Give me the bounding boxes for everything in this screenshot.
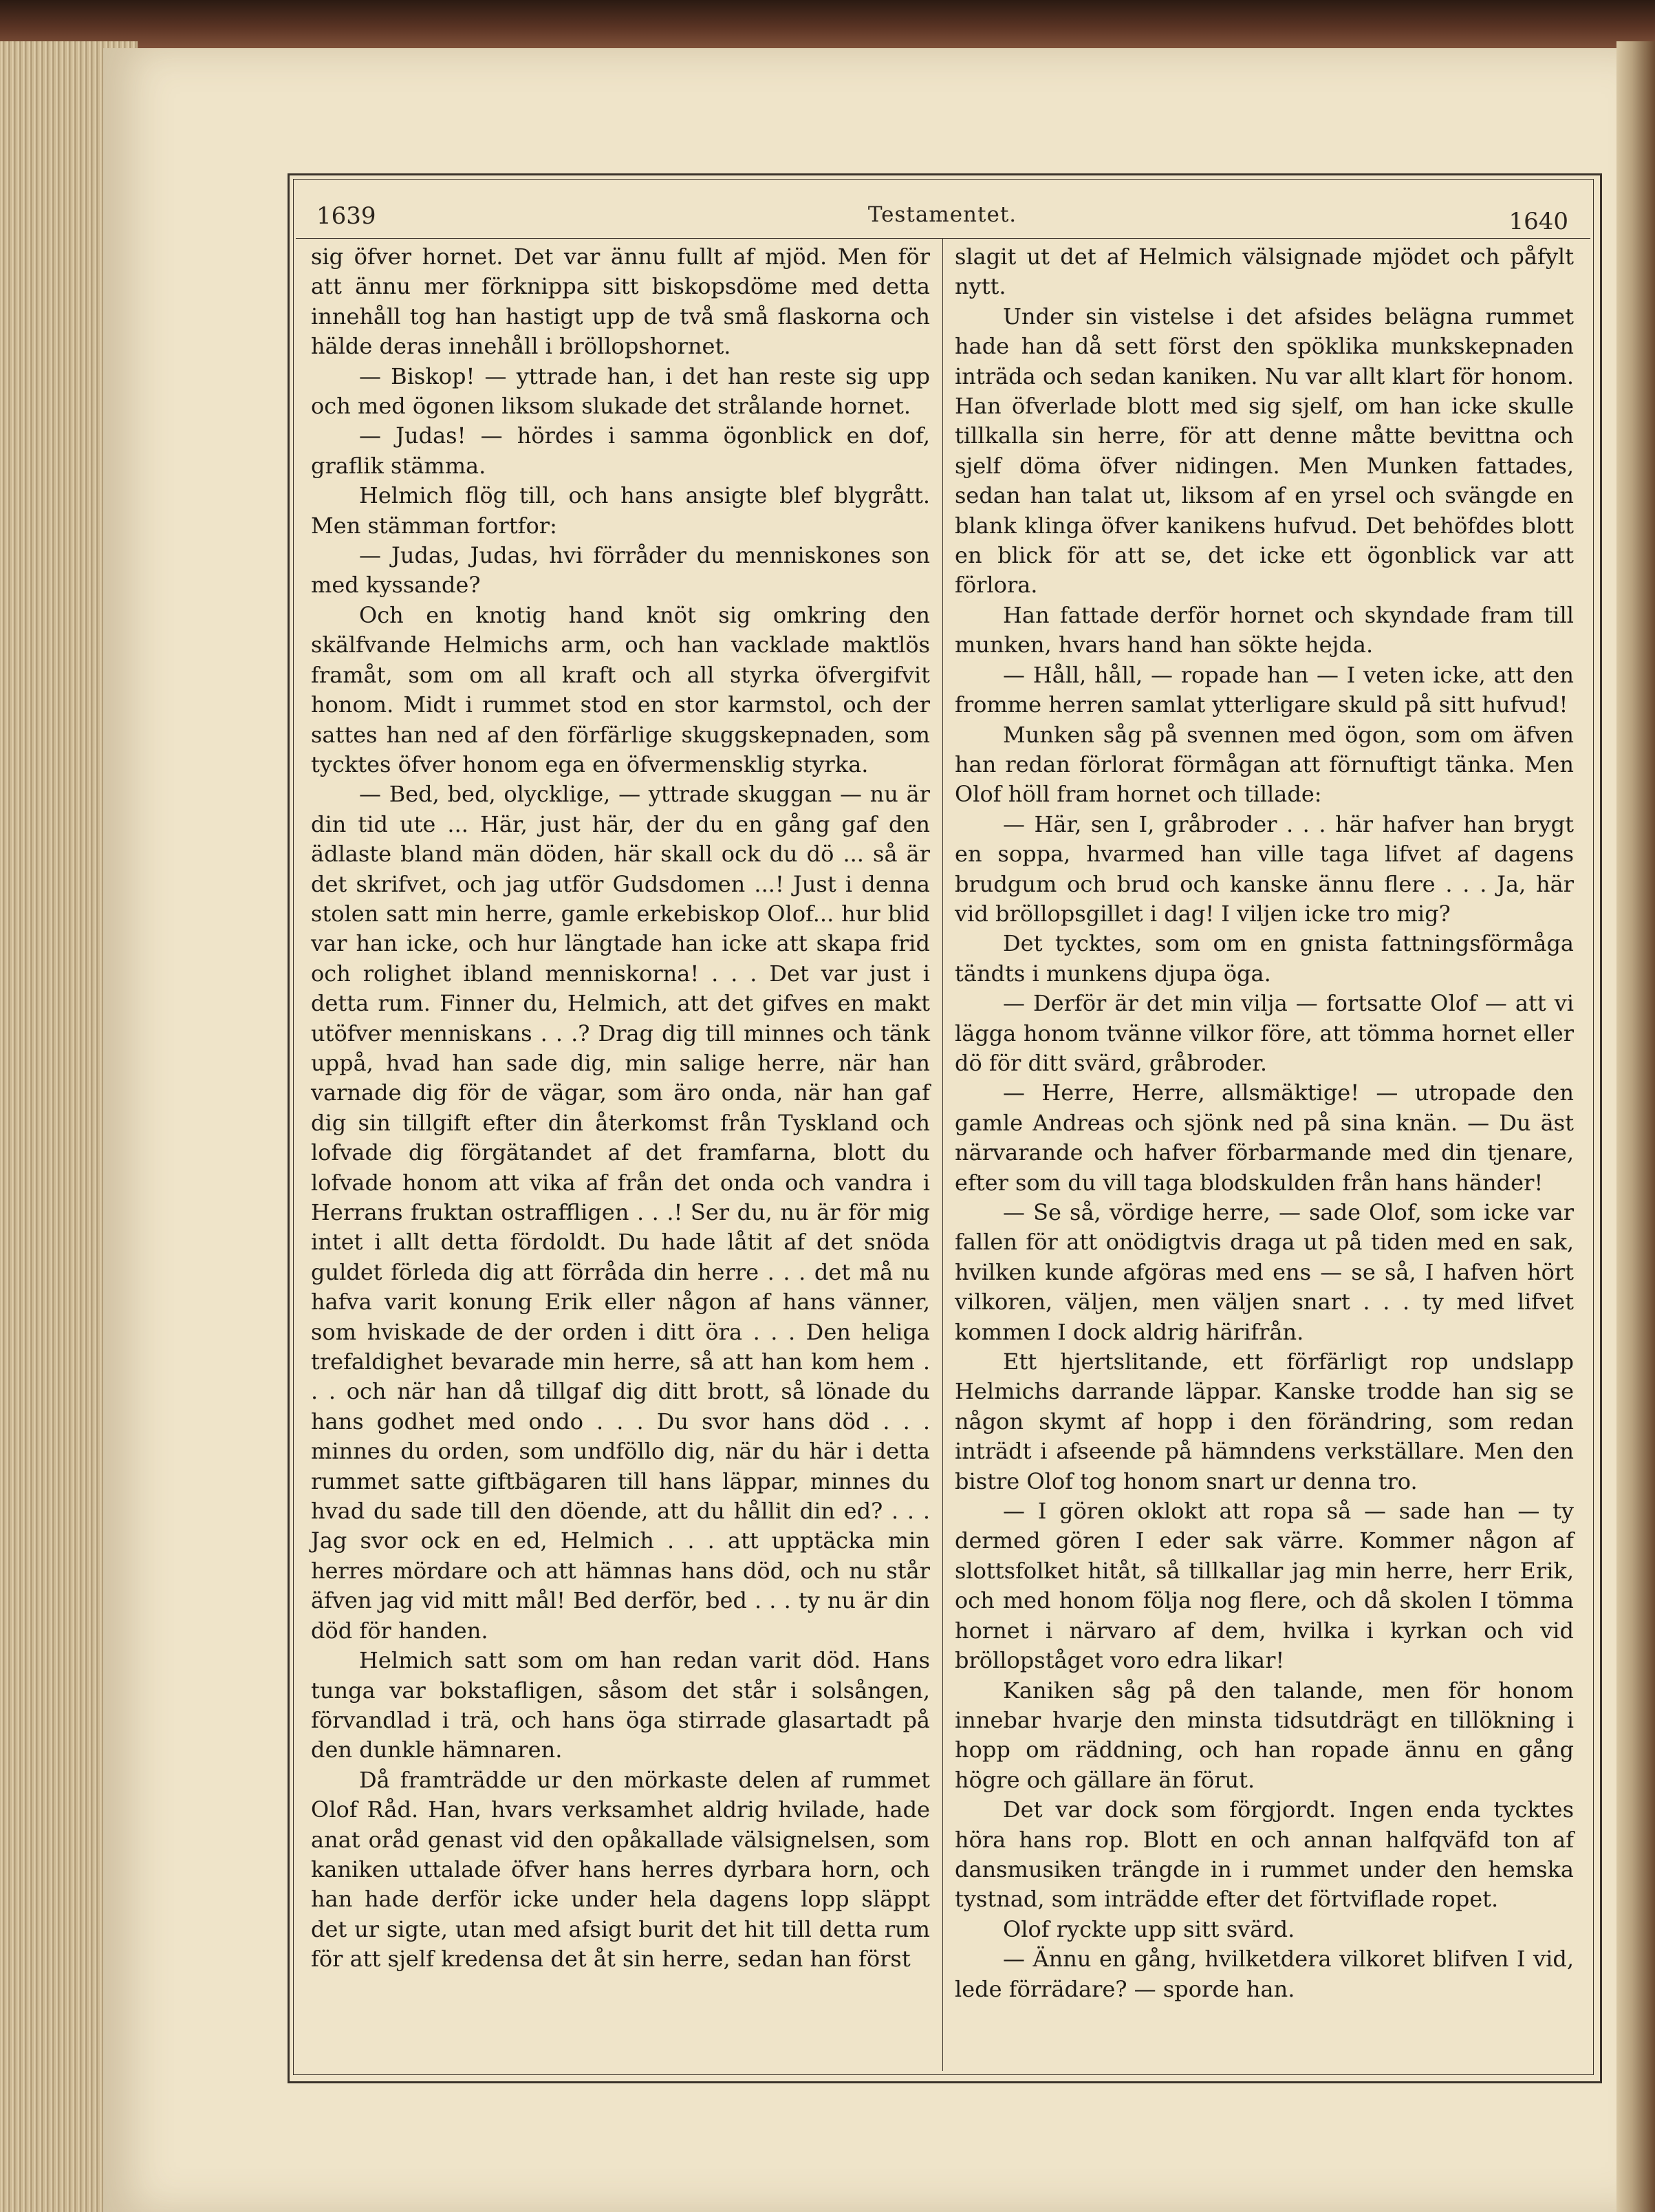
- paragraph: — Judas! — hördes i samma ögonblick en dof, graflik stämma.: [311, 422, 930, 479]
- page-header: [310, 200, 1575, 234]
- paragraph: — I gören oklokt att ropa så — sade han — ty dermed gören I eder sak värre. Kommer någon af slottsfolket hitåt, så tillkallar jag min herre, herr Erik, och med honom följa nog flere, och då skolen I tömma hornet i närvaro af dem, hvilka i kyrkan och vid bröllopståget voro edra likar!: [955, 1498, 1574, 1674]
- left-column: [311, 242, 930, 1975]
- header-rule: [296, 238, 1590, 239]
- page-right-edge: [1616, 41, 1655, 2212]
- right-column: [955, 242, 1574, 2004]
- paragraph: Under sin vistelse i det afsides belägna rummet hade han då sett först den spöklika munkskepnaden inträda och sedan kaniken. Nu var allt klart för honom. Han öfverlade blott med sig sjelf, om han icke skulle tillkalla sin herre, för att denne måtte bevittna och sjelf döma öfver nidingen. Men Munken fattades, sedan han talat ut, liksom af en yrsel och svängde en blank klinga öfver kanikens hufvud. Det behöfdes blott en blick för att se, det icke ett ögonblick var att förlora.: [955, 303, 1574, 599]
- paragraph: Munken såg på svennen med ögon, som om äfven han redan förlorat förmågan att förnuftigt tänka. Men Olof höll fram hornet och tillade:: [955, 721, 1574, 808]
- paragraph: Och en knotig hand knöt sig omkring den skälfvande Helmichs arm, och han vacklade maktlös framåt, som om all kraft och all styrka öfvergifvit honom. Midt i rummet stod en stor karmstol, och der sattes han ned af den förfärlige skuggskepnaden, som tycktes öfver honom ega en öfvermensklig styrka.: [311, 601, 930, 777]
- paragraph: Helmich satt som om han redan varit död. Hans tunga var bokstafligen, såsom det står i solsången, förvandlad i trä, och hans öga stirrade glasartadt på den dunkle hämnaren.: [311, 1647, 930, 1763]
- paragraph: Då framträdde ur den mörkaste delen af rummet Olof Råd. Han, hvars verksamhet aldrig hvilade, hade anat oråd genast vid den opåkallade välsignelsen, som kaniken uttalade öfver hans herres dyrbara horn, och han hade derför icke under hela dagens lopp släppt det ur sigte, utan med afsigt burit det hit till detta rum för att sjelf kredensa det åt sin herre, sedan han först: [311, 1766, 930, 1973]
- paragraph: Det tycktes, som om en gnista fattningsförmåga tändts i munkens djupa öga.: [955, 930, 1574, 987]
- paragraph: — Ännu en gång, hvilketdera vilkoret blifven I vid, lede förrädare? — sporde han.: [955, 1946, 1574, 2002]
- paragraph: Det var dock som förgjordt. Ingen enda tycktes höra hans rop. Blott en och annan halfqväfd ton af dansmusiken trängde in i rummet under den hemska tystnad, som inträdde efter det förtviflade ropet.: [955, 1796, 1574, 1913]
- paragraph: — Derför är det min vilja — fortsatte Olof — att vi lägga honom tvänne vilkor före, att tömma hornet eller dö för ditt svärd, gråbroder.: [955, 990, 1574, 1076]
- paragraph: — Judas, Judas, hvi förråder du menniskones son med kyssande?: [311, 542, 930, 599]
- paragraph: — Se så, vördige herre, — sade Olof, som icke var fallen för att onödigtvis draga ut på tiden med en sak, hvilken kunde afgöras med ens — se så, I hafven hört vilkoren, väljen, men väljen snart . . . ty med lifvet kommen I dock aldrig härifrån.: [955, 1199, 1574, 1345]
- paragraph: — Håll, håll, — ropade han — I veten icke, att den fromme herren samlat ytterligare skuld på sitt hufvud!: [955, 661, 1574, 718]
- paragraph: Olof ryckte upp sitt svärd.: [1003, 1915, 1295, 1942]
- paragraph: sig öfver hornet. Det var ännu fullt af mjöd. Men för att ännu mer förknippa sitt biskopsdöme med detta innehåll tog han hastigt upp de två små flaskorna och hälde deras innehåll i bröllopshornet.: [311, 244, 930, 360]
- paragraph: — Här, sen I, gråbroder . . . här hafver han brygt en soppa, hvarmed han ville taga lifvet af dagens brudgum och brud och kanske ännu flere . . . Ja, här vid bröllopsgillet i dag! I viljen icke tro mig?: [955, 810, 1574, 927]
- page-number-left: 1639: [316, 202, 376, 230]
- page-number-right: 1640: [1508, 208, 1568, 235]
- paragraph: Kaniken såg på den talande, men för honom innebar hvarje den minsta tidsutdrägt en tillökning i hopp om räddning, och han ropade ännu en gång högre och gällare än förut.: [955, 1677, 1574, 1793]
- paragraph: Ett hjertslitande, ett förfärligt rop undslapp Helmichs darrande läppar. Kanske trodde han sig se någon skymt af hopp i den förändring, som redan inträdt i afseende på hämndens verkställare. Men den bistre Olof tog honom snart ur denna tro.: [955, 1349, 1574, 1494]
- paragraph: — Herre, Herre, allsmäktige! — utropade den gamle Andreas och sjönk ned på sina knän. — Du äst närvarande och hafver förbarmande med din tjenare, efter som du vill taga blodskulden från hans händer!: [955, 1080, 1574, 1196]
- paragraph: Han fattade derför hornet och skyndade fram till munken, hvars hand han sökte hejda.: [955, 601, 1574, 658]
- book-spine: [0, 0, 1655, 55]
- paragraph: slagit ut det af Helmich välsignade mjödet och påfylt nytt.: [955, 244, 1574, 300]
- paragraph: — Biskop! — yttrade han, i det han reste sig upp och med ögonen liksom slukade det strålande hornet.: [311, 363, 930, 420]
- paragraph: — Bed, bed, olycklige, — yttrade skuggan — nu är din tid ute ... Här, just här, der du en gång gaf den ädlaste bland män döden, här skall ock du dö ... så är det skrifvet, och jag utför Gudsdomen ...! Just i denna stolen satt min herre, gamle erkebiskop Olof... hur blid var han icke, och hur längtade han icke att skapa frid och rolighet ibland menniskorna! . . . Det var just i detta rum. Finner du, Helmich, att det gifves en makt utöfver menniskans . . .? Drag dig till minnes och tänk uppå, hvad han sade dig, min salige herre, när han varnade dig för de vägar, som äro onda, när han gaf dig sin tillgift efter din återkomst från Tyskland och lofvade dig förgätandet af det framfarna, blott du lofvade honom att vika af från det onda och vandra i Herrans fruktan ostraffligen . . .! Ser du, nu är för mig intet i allt detta fördoldt. Du hade låtit af det snöda guldet förleda dig att förråda din herre . . . det må nu hafva varit konung Erik eller någon af hans vänner, som hviskade de der orden i ditt öra . . . Den heliga trefaldighet bevarade min herre, så att han kom hem . . . och när han då tillgaf dig ditt brott, så lönade du hans godhet med ondo . . . Du svor hans död . . . minnes du orden, som undföllo dig, när du här i detta rummet satte giftbägaren till hans läppar, minnes du hvad du sade till den döende, att du hållit din ed? . . . Jag svor ock en ed, Helmich . . . att upptäcka min herres mördare och att hämnas hans död, och nu står äfven jag vid mitt mål! Bed derför, bed . . . ty nu är din död för handen.: [311, 781, 930, 1644]
- column-divider: [942, 238, 943, 2071]
- paragraph: Helmich flög till, och hans ansigte blef blygrått. Men stämman fortfor:: [311, 482, 930, 539]
- running-head: Testamentet.: [867, 202, 1017, 227]
